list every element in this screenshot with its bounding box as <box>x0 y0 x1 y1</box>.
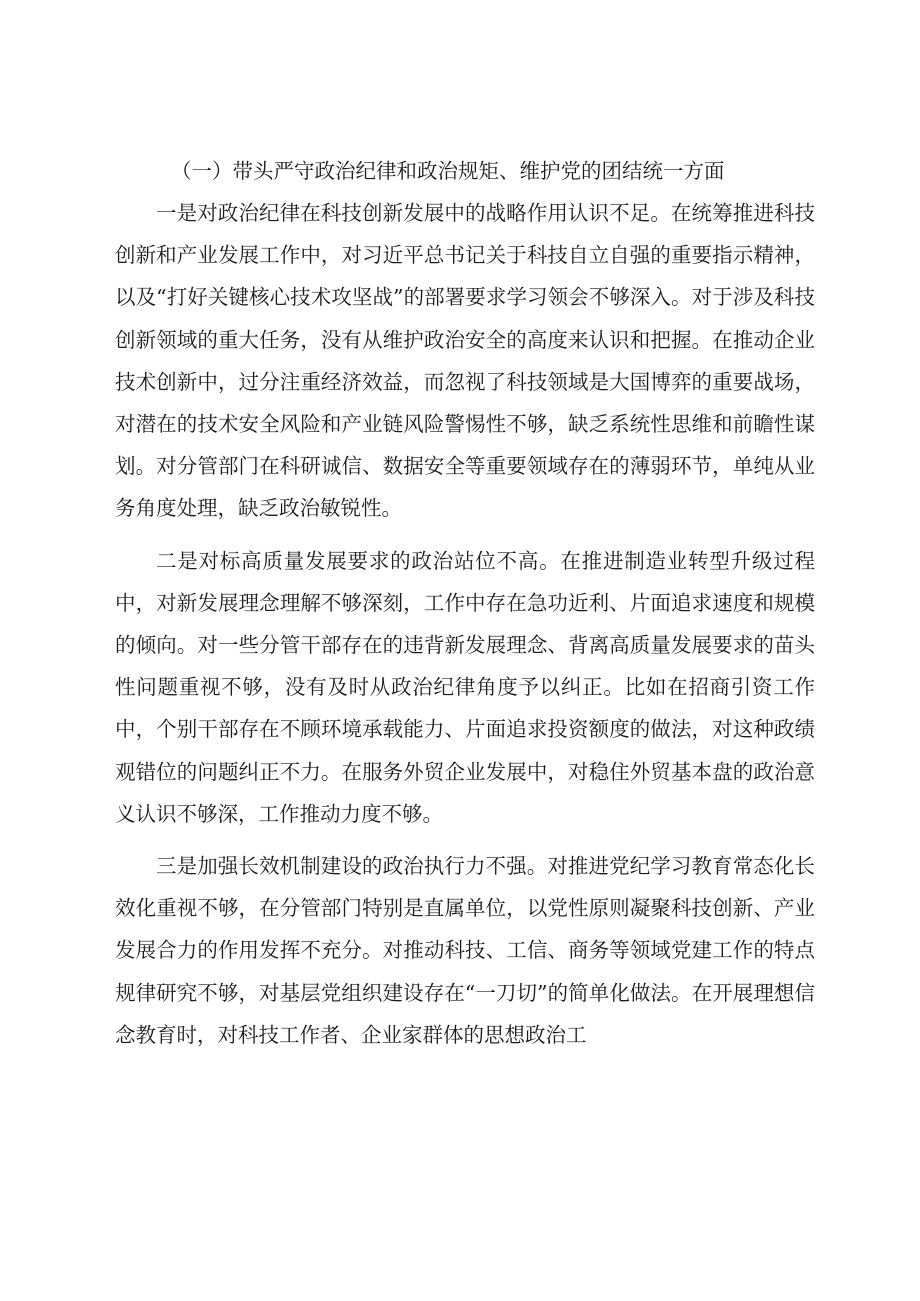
paragraph-1: 一是对政治纪律在科技创新发展中的战略作用认识不足。在统筹推进科技创新和产业发展工作中，对习近平总书记关于科技自立自强的重要指示精神，以及“打好关键核心技术攻坚战”的部署要求学习领会不够深入。对于涉及科技创新领域的重大任务，没有从维护政治安全的高度来认识和把握。在推动企业技术创新中，过分注重经济效益，而忽视了科技领域是大国博弈的重要战场，对潜在的技术安全风险和产业链风险警惕性不够，缺乏系统性思维和前瞻性谋划。对分管部门在科研诚信、数据安全等重要领域存在的薄弱环节，单纯从业务角度处理，缺乏政治敏锐性。 <box>115 201 815 521</box>
paragraph-2: 二是对标高质量发展要求的政治站位不高。在推进制造业转型升级过程中，对新发展理念理解不够深刻，工作中存在急功近利、片面追求速度和规模的倾向。对一些分管干部存在的违背新发展理念、背离高质量发展要求的苗头性问题重视不够，没有及时从政治纪律角度予以纠正。比如在招商引资工作中，个别干部存在不顾环境承载能力、片面追求投资额度的做法，对这种政绩观错位的问题纠正不力。在服务外贸企业发展中，对稳住外贸基本盘的政治意义认识不够深，工作推动力度不够。 <box>115 548 815 826</box>
section-heading: （一）带头严守政治纪律和政治规矩、维护党的团结统一方面 <box>171 159 725 183</box>
document-body <box>115 150 815 1056</box>
paragraph-3: 三是加强长效机制建设的政治执行力不强。对推进党纪学习教育常态化长效化重视不够，在分管部门特别是直属单位，以党性原则凝聚科技创新、产业发展合力的作用发挥不充分。对推动科技、工信、商务等领域党建工作的特点规律研究不够，对基层党组织建设存在“一刀切”的简单化做法。在开展理想信念教育时，对科技工作者、企业家群体的思想政治工 <box>115 854 815 1047</box>
